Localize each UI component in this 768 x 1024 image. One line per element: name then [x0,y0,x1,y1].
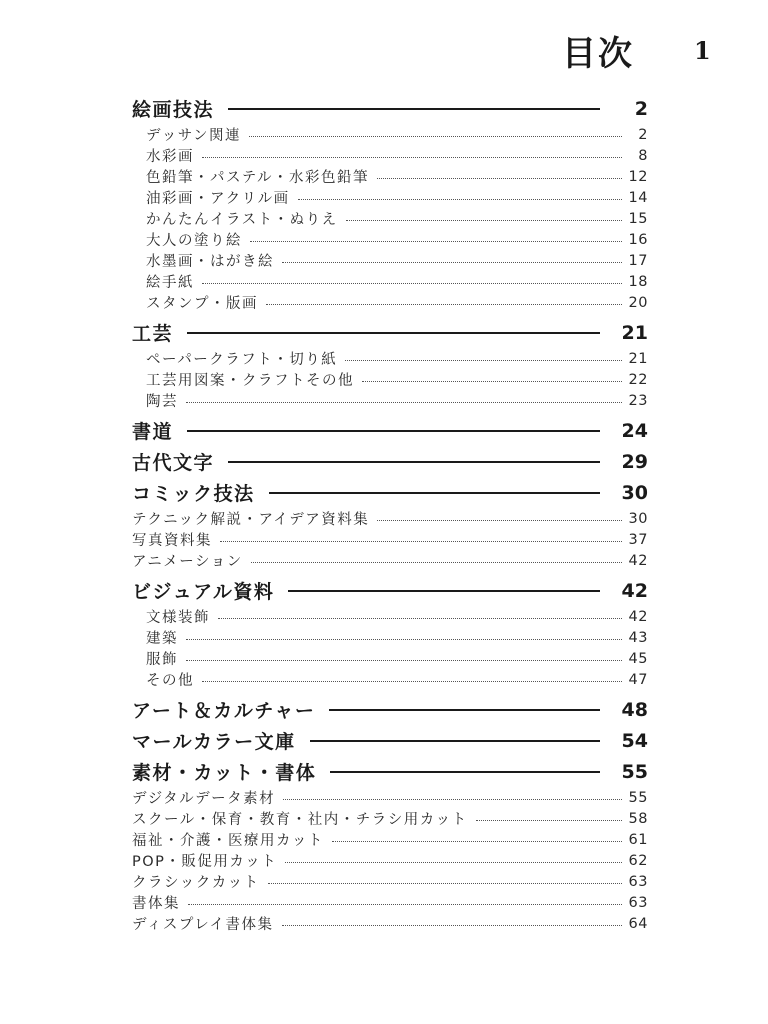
toc-entry[interactable] [132,648,648,669]
toc-entry[interactable] [132,829,648,850]
section-page: 55 [621,760,648,783]
dot-leader [283,799,622,800]
dot-leader [362,381,622,382]
dot-leader [282,925,622,926]
entry-label: その他 [146,673,194,689]
toc-entry[interactable] [132,348,648,369]
toc-section-heading[interactable] [132,477,648,508]
entry-label: 服飾 [146,652,178,668]
toc-entry[interactable] [132,369,648,390]
entry-page: 12 [628,168,648,185]
entry-label: 色鉛筆・パステル・水彩色鉛筆 [146,170,369,186]
toc-entry[interactable] [132,292,648,313]
dot-leader [377,520,622,521]
rule-line [187,430,600,432]
entry-page: 61 [628,831,648,848]
toc-entry[interactable] [132,529,648,550]
entry-label: 水彩画 [146,149,194,165]
dot-leader [202,681,622,682]
rule-line [288,590,600,592]
entry-page: 63 [628,873,648,890]
section-title: コミック技法 [132,483,255,505]
toc-entry[interactable] [132,892,648,913]
section-title: 古代文字 [132,452,215,474]
page-title: 目次 [562,34,634,74]
entry-label: スクール・保育・教育・社内・チラシ用カット [132,812,468,828]
section-page: 30 [621,481,648,504]
entry-page: 8 [638,147,648,164]
section-title: アート＆カルチャー [132,700,316,722]
entry-label: アニメーション [132,554,243,570]
entry-label: POP・販促用カット [132,854,278,870]
section-page: 54 [621,729,648,752]
toc-entry[interactable] [132,850,648,871]
rule-line [269,492,600,494]
entry-page: 2 [638,126,648,143]
entry-label: 大人の塗り絵 [146,233,242,249]
entry-label: 油彩画・アクリル画 [146,191,290,207]
dot-leader [220,541,622,542]
entry-label: 写真資料集 [132,533,212,549]
dot-leader [332,841,622,842]
table-of-contents [132,93,648,934]
dot-leader [186,660,622,661]
entry-label: 文様装飾 [146,610,210,626]
toc-entry[interactable] [132,250,648,271]
entry-label: ペーパークラフト・切り紙 [146,352,338,368]
entry-label: テクニック解説・アイデア資料集 [132,512,370,528]
entry-label: クラシックカット [132,875,260,891]
toc-entry[interactable] [132,606,648,627]
toc-section-heading[interactable] [132,415,648,446]
entry-page: 30 [628,510,648,527]
entry-label: スタンプ・版画 [146,296,258,312]
rule-line [228,461,600,463]
page-number: 1 [694,36,711,65]
entry-page: 45 [628,650,648,667]
entry-page: 15 [628,210,648,227]
toc-entry[interactable] [132,550,648,571]
entry-page: 63 [628,894,648,911]
dot-leader [188,904,622,905]
entry-page: 55 [628,789,648,806]
entry-label: 建築 [146,631,178,647]
toc-section-heading[interactable] [132,756,648,787]
toc-entry[interactable] [132,508,648,529]
entry-label: ディスプレイ書体集 [132,917,274,933]
dot-leader [282,262,622,263]
entry-page: 37 [628,531,648,548]
entry-label: 水墨画・はがき絵 [146,254,274,270]
rule-line [329,709,600,711]
dot-leader [285,862,622,863]
entry-page: 64 [628,915,648,932]
dot-leader [476,820,622,821]
toc-section-heading[interactable] [132,93,648,124]
toc-section-heading[interactable] [132,725,648,756]
entry-label: 工芸用図案・クラフトその他 [146,373,354,389]
entry-label: かんたんイラスト・ぬりえ [146,212,338,228]
toc-entry[interactable] [132,187,648,208]
dot-leader [268,883,622,884]
entry-label: デッサン関連 [146,128,241,144]
toc-entry[interactable] [132,166,648,187]
dot-leader [186,639,622,640]
toc-entry[interactable] [132,145,648,166]
section-page: 2 [634,97,648,120]
section-page: 24 [621,419,648,442]
toc-entry[interactable] [132,913,648,934]
dot-leader [250,241,622,242]
entry-page: 23 [628,392,648,409]
section-page: 48 [621,698,648,721]
entry-label: 絵手紙 [146,275,194,291]
entry-label: デジタルデータ素材 [132,791,276,807]
section-title: マールカラー文庫 [132,731,296,753]
rule-line [228,108,600,110]
toc-entry[interactable] [132,390,648,411]
entry-page: 16 [628,231,648,248]
toc-entry[interactable] [132,871,648,892]
entry-page: 42 [628,552,648,569]
toc-entry[interactable] [132,271,648,292]
toc-entry[interactable] [132,627,648,648]
section-title: 書道 [132,421,174,443]
dot-leader [298,199,622,200]
entry-page: 18 [628,273,648,290]
entry-page: 20 [628,294,648,311]
toc-entry[interactable] [132,787,648,808]
toc-section-heading[interactable] [132,317,648,348]
section-title: 素材・カット・書体 [132,762,317,784]
rule-line [330,771,600,773]
entry-page: 47 [628,671,648,688]
entry-label: 陶芸 [146,394,178,410]
toc-section-heading[interactable] [132,694,648,725]
toc-entry[interactable] [132,229,648,250]
toc-entry[interactable] [132,208,648,229]
entry-page: 62 [628,852,648,869]
dot-leader [218,618,622,619]
section-page: 42 [621,579,648,602]
entry-page: 17 [628,252,648,269]
dot-leader [251,562,622,563]
entry-page: 43 [628,629,648,646]
dot-leader [266,304,622,305]
toc-section-heading[interactable] [132,446,648,477]
section-title: 工芸 [132,323,174,345]
entry-page: 42 [628,608,648,625]
toc-entry[interactable] [132,669,648,690]
dot-leader [377,178,622,179]
entry-page: 22 [628,371,648,388]
rule-line [310,740,600,742]
toc-entry[interactable] [132,124,648,145]
entry-page: 58 [628,810,648,827]
toc-entry[interactable] [132,808,648,829]
dot-leader [249,136,622,137]
dot-leader [202,157,622,158]
section-title: ビジュアル資料 [132,581,275,603]
dot-leader [346,220,622,221]
entry-label: 書体集 [132,896,180,912]
entry-page: 14 [628,189,648,206]
entry-label: 福祉・介護・医療用カット [132,833,324,849]
dot-leader [202,283,622,284]
section-page: 29 [621,450,648,473]
section-page: 21 [621,321,648,344]
section-title: 絵画技法 [132,99,215,121]
entry-page: 21 [628,350,648,367]
dot-leader [345,360,622,361]
toc-section-heading[interactable] [132,575,648,606]
dot-leader [186,402,622,403]
rule-line [187,332,600,334]
